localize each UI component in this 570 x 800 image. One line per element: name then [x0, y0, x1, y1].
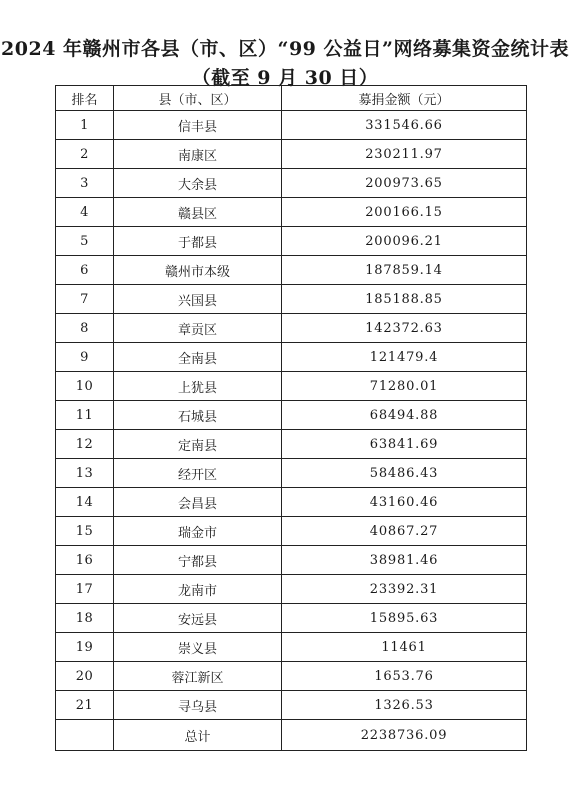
donation-table-container	[55, 85, 526, 751]
cell-amount: 1326.53	[282, 691, 527, 720]
cell-rank: 4	[56, 198, 114, 227]
cell-amount: 121479.4	[282, 343, 527, 372]
table-row	[56, 169, 527, 198]
cell-rank: 16	[56, 546, 114, 575]
table-row	[56, 691, 527, 720]
cell-county: 蓉江新区	[114, 662, 282, 691]
cell-rank: 18	[56, 604, 114, 633]
cell-rank: 7	[56, 285, 114, 314]
cell-county: 经开区	[114, 459, 282, 488]
cell-county: 石城县	[114, 401, 282, 430]
cell-amount: 15895.63	[282, 604, 527, 633]
table-total-row	[56, 720, 527, 751]
cell-county: 会昌县	[114, 488, 282, 517]
table-row	[56, 227, 527, 256]
table-row	[56, 343, 527, 372]
cell-rank: 20	[56, 662, 114, 691]
cell-county: 赣州市本级	[114, 256, 282, 285]
table-row	[56, 604, 527, 633]
cell-rank: 21	[56, 691, 114, 720]
cell-county: 龙南市	[114, 575, 282, 604]
cell-amount: 71280.01	[282, 372, 527, 401]
table-row	[56, 546, 527, 575]
cell-amount: 200973.65	[282, 169, 527, 198]
document-subtitle: （截至 9 月 30 日）	[191, 67, 379, 89]
cell-rank: 2	[56, 140, 114, 169]
cell-amount: 38981.46	[282, 546, 527, 575]
table-header-row	[56, 86, 527, 111]
cell-amount: 142372.63	[282, 314, 527, 343]
cell-rank: 5	[56, 227, 114, 256]
cell-rank: 19	[56, 633, 114, 662]
table-row	[56, 285, 527, 314]
cell-amount: 331546.66	[282, 111, 527, 140]
table-row	[56, 111, 527, 140]
cell-rank: 15	[56, 517, 114, 546]
table-row	[56, 459, 527, 488]
cell-total-amount: 2238736.09	[282, 720, 527, 751]
table-row	[56, 633, 527, 662]
table-row	[56, 401, 527, 430]
cell-rank: 3	[56, 169, 114, 198]
cell-amount: 230211.97	[282, 140, 527, 169]
table-row	[56, 575, 527, 604]
header-rank: 排名	[56, 86, 114, 111]
cell-county: 安远县	[114, 604, 282, 633]
cell-total-label: 总计	[114, 720, 282, 751]
cell-county: 定南县	[114, 430, 282, 459]
cell-rank: 10	[56, 372, 114, 401]
cell-amount: 43160.46	[282, 488, 527, 517]
cell-amount: 40867.27	[282, 517, 527, 546]
cell-county: 大余县	[114, 169, 282, 198]
cell-total-empty	[56, 720, 114, 751]
cell-amount: 187859.14	[282, 256, 527, 285]
header-amount: 募捐金额（元）	[282, 86, 527, 111]
cell-county: 宁都县	[114, 546, 282, 575]
cell-amount: 63841.69	[282, 430, 527, 459]
cell-county: 崇义县	[114, 633, 282, 662]
table-row	[56, 488, 527, 517]
table-row	[56, 517, 527, 546]
cell-county: 瑞金市	[114, 517, 282, 546]
cell-rank: 1	[56, 111, 114, 140]
document-title: 2024 年赣州市各县（市、区）“99 公益日”网络募集资金统计表	[1, 38, 569, 60]
cell-amount: 1653.76	[282, 662, 527, 691]
cell-amount: 200166.15	[282, 198, 527, 227]
cell-county: 兴国县	[114, 285, 282, 314]
cell-county: 上犹县	[114, 372, 282, 401]
cell-rank: 12	[56, 430, 114, 459]
table-row	[56, 140, 527, 169]
cell-amount: 185188.85	[282, 285, 527, 314]
cell-rank: 8	[56, 314, 114, 343]
cell-rank: 9	[56, 343, 114, 372]
cell-amount: 68494.88	[282, 401, 527, 430]
cell-county: 南康区	[114, 140, 282, 169]
cell-county: 信丰县	[114, 111, 282, 140]
cell-county: 章贡区	[114, 314, 282, 343]
table-row	[56, 198, 527, 227]
cell-rank: 6	[56, 256, 114, 285]
cell-county: 赣县区	[114, 198, 282, 227]
table-row	[56, 430, 527, 459]
cell-rank: 11	[56, 401, 114, 430]
cell-amount: 11461	[282, 633, 527, 662]
cell-county: 于都县	[114, 227, 282, 256]
table-row	[56, 662, 527, 691]
cell-county: 寻乌县	[114, 691, 282, 720]
cell-amount: 58486.43	[282, 459, 527, 488]
table-row	[56, 256, 527, 285]
cell-rank: 14	[56, 488, 114, 517]
cell-rank: 17	[56, 575, 114, 604]
header-county: 县（市、区）	[114, 86, 282, 111]
table-row	[56, 314, 527, 343]
cell-amount: 23392.31	[282, 575, 527, 604]
cell-amount: 200096.21	[282, 227, 527, 256]
table-row	[56, 372, 527, 401]
cell-rank: 13	[56, 459, 114, 488]
donation-table	[55, 85, 527, 751]
cell-county: 全南县	[114, 343, 282, 372]
